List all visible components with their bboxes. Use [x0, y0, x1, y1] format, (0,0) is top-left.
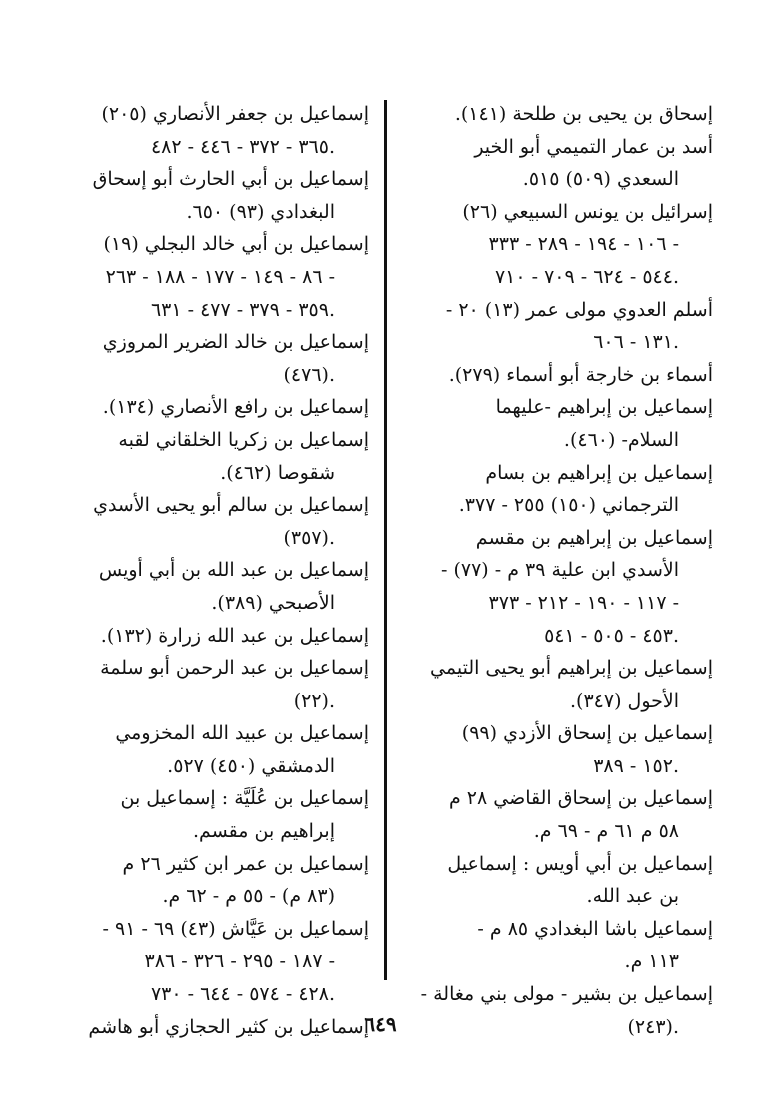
index-line: ٨٦ - ١٤٩ - ١٧٧ - ١٨٨ - ٢٦٣ -	[105, 265, 335, 288]
column-divider	[384, 100, 387, 980]
index-line: ٥٤٤ - ٦٢٤ - ٧٠٩ - ٧١٠.	[494, 265, 679, 288]
index-line: إسماعيل بن رافع الأنصاري (١٣٤).	[102, 396, 369, 419]
index-line: أسماء بن خارجة أبو أسماء (٢٧٩).	[448, 363, 713, 386]
index-line: إسماعيل بن إبراهيم -عليهما	[495, 396, 713, 419]
index-line: (٨٣ م) - ٥٥ م - ٦٢ م.	[162, 885, 335, 908]
page-number: ٦٤٩	[364, 1012, 397, 1036]
index-line: إسماعيل بن إبراهيم أبو يحيى التيمي	[430, 657, 713, 680]
index-line: ٣٦٥ - ٣٧٢ - ٤٤٦ - ٤٨٢.	[150, 135, 335, 158]
index-line: إسماعيل بن جعفر الأنصاري (٢٠٥)	[101, 103, 369, 125]
index-line: بن عبد الله.	[586, 885, 679, 908]
index-line: ١٣١ - ٦٠٦.	[593, 331, 679, 354]
index-line: ٥٨ م ٦١ م - ٦٩ م.	[533, 820, 679, 843]
index-line: إسماعيل بن أبي خالد البجلي (١٩)	[103, 233, 369, 256]
index-line: (٢٢).	[293, 689, 335, 712]
index-line: الأحول (٣٤٧).	[569, 689, 679, 712]
index-line: ٤٢٨ - ٥٧٤ - ٦٤٤ - ٧٣٠.	[150, 983, 335, 1006]
index-line: أسد بن عمار التميمي أبو الخير	[474, 135, 713, 158]
index-line: إسماعيل بن بشير - مولى بني مغالة -	[420, 983, 713, 1006]
index-line: إسماعيل بن أبي الحارث أبو إسحاق	[92, 168, 369, 191]
index-line: إسماعيل بن إبراهيم بن مقسم	[475, 526, 713, 549]
index-line: إسماعيل بن إبراهيم بن بسام	[485, 461, 713, 484]
index-line: إسماعيل بن أبي أويس : إسماعيل	[447, 852, 713, 875]
index-line: إسماعيل باشا البغدادي ٨٥ م -	[477, 917, 713, 940]
index-column-left	[69, 98, 369, 1043]
index-line: (٤٧٦).	[283, 363, 335, 386]
index-line: إسماعيل بن عبد الرحمن أبو سلمة	[100, 657, 369, 680]
index-line: الدمشقي (٤٥٠) ٥٢٧.	[167, 754, 335, 777]
index-line: إسماعيل بن عبد الله بن أبي أويس	[98, 559, 369, 582]
index-line: السلام- (٤٦٠).	[563, 428, 679, 451]
index-line: الأصبحي (٣٨٩).	[211, 591, 335, 614]
index-line: (٣٥٧).	[283, 526, 335, 549]
index-column-right	[395, 98, 713, 1043]
index-line: السعدي (٥٠٩) ٥١٥.	[522, 168, 679, 191]
index-line: ١٠٦ - ١٩٤ - ٢٨٩ - ٣٣٣ -	[488, 233, 679, 256]
index-line: الترجماني (١٥٠) ٢٥٥ - ٣٧٧.	[458, 494, 679, 517]
index-line: ١٥٢ - ٣٨٩.	[593, 754, 679, 777]
index-line: ١١٧ - ١٩٠ - ٢١٢ - ٣٧٣ -	[488, 591, 679, 614]
index-line: شقوصا (٤٦٢).	[220, 461, 335, 484]
index-line: إسماعيل بن عبيد الله المخزومي	[115, 722, 369, 745]
index-line: إسماعيل بن زكريا الخلقاني لقبه	[118, 428, 369, 451]
index-line: إسماعيل بن سالم أبو يحيى الأسدي	[93, 494, 369, 517]
index-line: إسماعيل بن إسحاق الأزدي (٩٩)	[461, 722, 713, 745]
index-line: ١١٣ م.	[624, 950, 679, 973]
index-line: إسرائيل بن يونس السبيعي (٢٦)	[462, 200, 713, 223]
index-line: إسماعيل بن خالد الضرير المروزي	[102, 331, 369, 354]
index-line: إسماعيل بن عبد الله زرارة (١٣٢).	[100, 624, 369, 647]
index-line: إسماعيل بن كثير الحجازي أبو هاشم	[88, 1015, 369, 1038]
index-line: إبراهيم بن مقسم.	[193, 820, 335, 843]
index-line: إسماعيل بن عمر ابن كثير ٢٦ م	[122, 852, 369, 875]
index-line: أسلم العدوي مولى عمر (١٣) ٢٠ -	[445, 298, 713, 321]
index-line: (٢٤٣).	[627, 1015, 679, 1038]
index-line: إسماعيل بن عُلَيَّة : إسماعيل بن	[120, 787, 369, 810]
index-line: إسماعيل بن إسحاق القاضي ٢٨ م	[448, 787, 713, 810]
index-line: ١٨٧ - ٢٩٥ - ٣٢٦ - ٣٨٦ -	[144, 950, 335, 973]
index-line: إسماعيل بن عَيَّاش (٤٣) ٦٩ - ٩١ -	[102, 917, 369, 940]
index-line: ٤٥٣ - ٥٠٥ - ٥٤١.	[544, 624, 679, 647]
index-line: إسحاق بن يحيى بن طلحة (١٤١).	[454, 103, 713, 125]
index-line: ٣٥٩ - ٣٧٩ - ٤٧٧ - ٦٣١.	[150, 298, 335, 321]
index-line: الأسدي ابن علية ٣٩ م - (٧٧) -	[440, 559, 679, 582]
index-line: البغدادي (٩٣) ٦٥٠.	[186, 200, 335, 223]
